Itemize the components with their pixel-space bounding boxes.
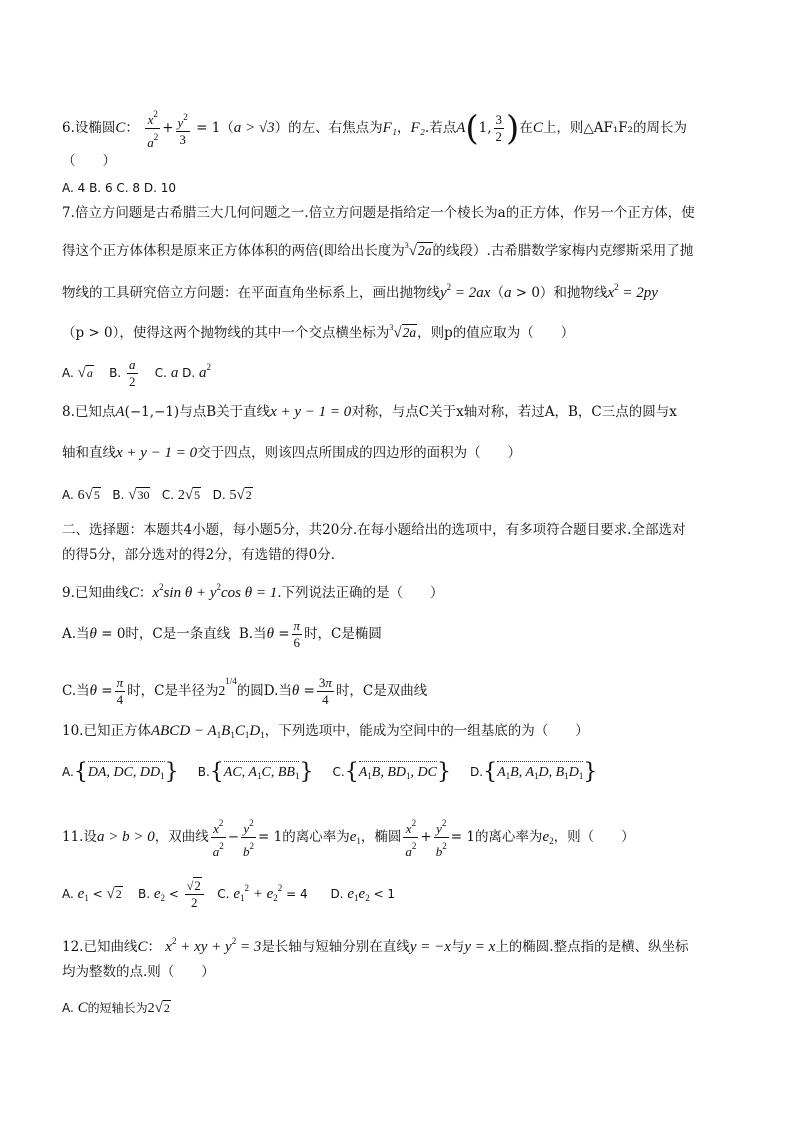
- q8-line1: 8.已知点A(−1,−1)与点B关于直线x + y − 1 = 0对称，与点C关于x轴对称，若过A，B，C三点的圆与x: [62, 404, 677, 420]
- q7-line4b: ，则p的值应取为（ ）: [417, 325, 575, 341]
- q10-stem-b: ，下列选项中，能成为空间中的一组基底的为（ ）: [264, 723, 589, 739]
- q9-d2: 时，C是双曲线: [335, 683, 428, 699]
- q9-a1: A.当: [62, 626, 90, 642]
- q9-c3: 的圆: [236, 683, 264, 699]
- q7-parabola-1: $y^2 = 2ax$: [440, 282, 491, 301]
- q6-answer-paren: [62, 151, 116, 171]
- q7-cube-root-2a: $^3$√2a: [404, 241, 432, 259]
- q6-prefix: 6.设椭圆: [62, 120, 116, 136]
- q10-options: A.{DA, DC, $DD_1$} B.{AC, $A_1C$, $BB_1$} $C.\{A_1B$, $BD_1$, DC} $D.\{A_1B$, $A_1D$, $B_1D_1$}: [62, 759, 598, 785]
- q11-options: A. $e_1 < √2$ B. $e_2$ < $\frac{√2}{2}$ C. $e_1^2 + e_2^2 = 4$ D. $e_1e_2 < 1$: [62, 878, 396, 910]
- q8-opt-c: C.: [161, 488, 175, 502]
- section2-line1: [62, 520, 685, 540]
- q9-options-cd: C.当θ = $\frac{\pi}{4}$ 时，C是半径为$2^{1/4}$的圆D.当θ = $\frac{3\pi}{4}$ 时，C是双曲线: [62, 675, 428, 707]
- q7-parabola-2: $x^2 = 2py$: [607, 282, 658, 301]
- q6-right-paren: ): [506, 108, 520, 149]
- q10-cube-name: ABCD − $A_1B_1C_1D_1$: [150, 723, 265, 740]
- q8-line1a: 8.已知点: [62, 404, 116, 420]
- q9-b1: B.当: [238, 626, 267, 642]
- q9-a2: 时，C是一条直线: [125, 626, 231, 642]
- q10-opt-a: A.: [62, 765, 74, 779]
- q6-fraction-3-2: $\frac{3}{2}$: [495, 112, 503, 144]
- q12-line2: [62, 962, 215, 982]
- q6-on: 在: [519, 120, 533, 136]
- q8-options: A. 6√5 B. √30 C. 2√5 D. 5√2: [62, 487, 252, 503]
- q6-eq-rest: = 1（: [191, 120, 234, 136]
- q11-stem-b: ，双曲线: [154, 829, 209, 845]
- q11-opt-b: B.: [138, 887, 151, 901]
- q7-line4a: （p > 0），使得这两个抛物线的其中一个交点横坐标为: [62, 325, 390, 341]
- q6-fraction-y: $\frac{y^2}{3}$: [176, 109, 190, 148]
- q8-opt-a: A.: [62, 488, 74, 502]
- q7-line1: [62, 203, 695, 223]
- q11-opt-a: A.: [62, 887, 74, 901]
- q6-f2: F₂: [410, 120, 425, 136]
- q7-cube-root-2a-b: $^3$√2a: [389, 323, 417, 341]
- q10-stem: [62, 721, 589, 745]
- q11-opt-d: D.: [330, 887, 344, 901]
- q7-opt-a: A.: [62, 366, 74, 380]
- q6-options: [62, 178, 176, 198]
- q11-opt-c: C.: [217, 887, 230, 901]
- q10-opt-c: C.: [332, 765, 345, 779]
- q8-point-a: A: [115, 404, 125, 420]
- q8-opt-d: D.: [212, 488, 226, 502]
- q12-line1a: 12.已知曲线: [62, 939, 138, 955]
- q11-stem-f: ，则（ ）: [553, 829, 635, 845]
- q9-curve-eq: $x^2\sin$ $\theta + y^2\cos$ θ = 1: [152, 582, 278, 601]
- q10-opt-b: B.: [197, 765, 210, 779]
- q7-line1-text: 7.倍立方问题是古希腊三大几何问题之一.倍立方问题是指给定一个棱长为a的正方体，作另一个正方体，使: [62, 205, 695, 221]
- q12-curve-eq: $x^2$ + xy + $y^2 = 3$: [165, 936, 262, 955]
- q7-sqrt-a: √a: [77, 365, 93, 381]
- q7-line3a: 物线的工具研究倍立方问题：在平面直角坐标系上，画出抛物线: [62, 285, 440, 301]
- q9-c1: C.当: [62, 683, 90, 699]
- q6-condition: a > √3: [233, 120, 275, 136]
- q6-fraction-x: $\frac{x^2}{a^2}$: [145, 106, 160, 151]
- q6-colon: ：: [125, 120, 139, 136]
- q6-close: ）的左、右焦点为: [274, 120, 383, 136]
- q8-line1b: 与点B关于直线: [179, 404, 271, 420]
- q9-b2: 时，C是椭圆: [304, 626, 382, 642]
- q6-sep: ，: [397, 120, 411, 136]
- q6-mid: .若点: [424, 120, 457, 136]
- q6-options-text: A. 4 B. 6 C. 8 D. 10: [62, 181, 176, 195]
- q9-c2: 时，C是半径为: [127, 683, 219, 699]
- q6-tail: 上，则△AF₁F₂的周长为: [542, 120, 688, 136]
- q7-line2b: 的线段）.古希腊数学家梅内克缪斯采用了抛: [432, 243, 694, 259]
- q8-opt-b: B.: [112, 488, 125, 502]
- q11-stem-a: 11.设: [62, 829, 97, 845]
- q7-opt-d: D.: [182, 366, 196, 380]
- q9-stem: 9.已知曲线C：$x^2\sin$ $\theta + y^2\cos$ θ = 1.下列说法正确的是（ ）: [62, 582, 444, 601]
- section2-line1-text: 二、选择题：本题共4小题，每小题5分，共20分.在每小题给出的选项中，有多项符合题目要求.全部选对: [62, 522, 686, 538]
- q11-stem: 11.设a > b > 0，双曲线 $\frac{x^2}{a^2}$ − $\frac{y^2}{b^2}$ = 1的离心率为$e_1$，椭圆 $\frac{x^2}{a^2}$ + $\frac{y^2}{b^2}$ = 1的离心率为$e_2$，则（ ）: [62, 815, 635, 860]
- q9-stem-b: 下列说法正确的是（ ）: [281, 585, 444, 601]
- q9-options-ab: A.当θ = 0时，C是一条直线 B.当θ = $\frac{\pi}{6}$ 时，C是椭圆: [62, 618, 382, 650]
- q12-opt-a1: A.: [62, 1001, 74, 1015]
- q6-point: A: [456, 120, 466, 136]
- q9-frac-pi-6: $\frac{\pi}{6}$: [293, 618, 301, 650]
- section2-line2-text: 的得5分，部分选对的得2分，有选错的得0分.: [62, 547, 336, 563]
- q9-d1: D.当: [263, 683, 292, 699]
- q6-left-paren: (: [465, 108, 479, 149]
- q7-line2a: 得这个正方体体积是原来正方体体积的两倍(即给出长度为: [62, 243, 405, 259]
- q7-line3b: 和抛物线: [553, 285, 608, 301]
- q12-line1c: 与: [450, 939, 465, 955]
- q6-stem: 6.设椭圆C： $\frac{x^2}{a^2}$ + $\frac{y^2}{3}$ = 1（a > √3）的左、右焦点为F₁，F₂.若点A(1, $\frac{3}{2}$ )在C上，则△AF₁F₂的周长为: [62, 106, 687, 151]
- q6-paren: （ ）: [62, 153, 116, 169]
- q9-stem-a: 9.已知曲线: [62, 585, 129, 601]
- q8-line2a: 轴和直线: [62, 445, 116, 461]
- q12-line1: 12.已知曲线C： $x^2$ + xy + $y^2 = 3$是长轴与短轴分别在直线y = −x与y = x上的椭圆.整点指的是横、纵坐标: [62, 936, 689, 955]
- q12-line2-text: 均为整数的点.则（ ）: [62, 964, 215, 980]
- q8-line1c: 对称，与点C关于x轴对称，若过A，B，C三点的圆与x: [351, 404, 677, 420]
- q8-line-eq: x + y − 1 = 0: [270, 404, 352, 420]
- q10-stem-a: 10.已知正方体: [62, 723, 151, 739]
- q7-opt-b: B.: [109, 366, 122, 380]
- q8-line-eq-2: x + y − 1 = 0: [116, 445, 198, 461]
- q12-line1b: 是长轴与短轴分别在直线: [261, 939, 410, 955]
- q7-line4: [62, 318, 574, 343]
- q8-line2b: 交于四点，则该四点所围成的四边形的面积为（ ）: [197, 445, 522, 461]
- q12-opt-a2: 的短轴长为: [87, 1001, 148, 1015]
- q6-curve-label-2: C: [532, 120, 543, 136]
- q6-curve-label: C: [115, 120, 126, 136]
- q8-line2: [62, 443, 521, 463]
- q11-stem-c: 的离心率为: [282, 829, 350, 845]
- q7-options: A. √a B. $\frac{a}{2}$ C. a D. $a^2$: [62, 357, 212, 389]
- q7-line2: [62, 236, 693, 261]
- q7-opt-c: C.: [154, 366, 167, 380]
- q9-frac-3pi-4: $\frac{3\pi}{4}$: [318, 675, 332, 707]
- q12-line1d: 上的椭圆.整点指的是横、纵坐标: [495, 939, 689, 955]
- section2-line2: [62, 545, 335, 565]
- q10-opt-d: D.: [470, 765, 484, 779]
- q11-stem-e: 的离心率为: [474, 829, 543, 845]
- q12-option-a: A. C的短轴长为2√2: [62, 1000, 170, 1016]
- q11-stem-d: ，椭圆: [360, 829, 402, 845]
- q6-f1: F₁: [382, 120, 398, 136]
- q7-line3: 物线的工具研究倍立方问题：在平面直角坐标系上，画出抛物线$y^2 = 2ax(a > 0)$和抛物线$x^2 = 2py$: [62, 282, 658, 301]
- q7-frac-a-2: $\frac{a}{2}$: [129, 357, 136, 389]
- q9-frac-pi-4: $\frac{\pi}{4}$: [116, 675, 124, 707]
